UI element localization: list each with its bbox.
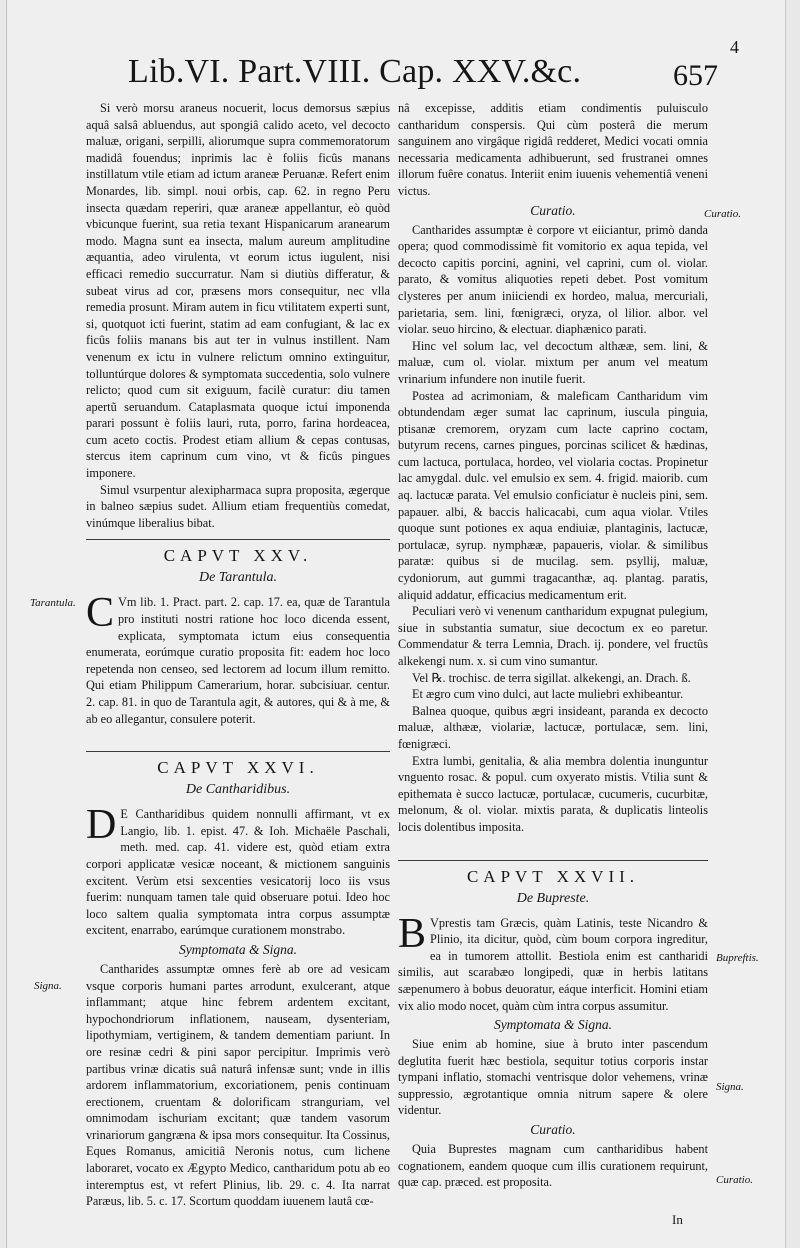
section-subheading: Symptomata & Signa.: [493, 1017, 613, 1033]
catchword: In: [672, 1212, 683, 1227]
section-subheading: Symptomata & Signa.: [178, 941, 298, 957]
chapter-subtitle: De Tarantula.: [198, 570, 278, 586]
paragraph: Vm lib. 1. Pract. part. 2. cap. 17. ea, quæ de Tarantula pro instituti nostri ratione hoc loco dicenda essent, explicata, symptomata ictum eius consequentia enumerata, eorúmque curatio proposita fit: eadem hoc loco repetenda non censeo, sed lectorem ad locum illum remitto. Qui etiam Philippum Camerarium, horar. subcisiuar. centur. 2. cap. 81. in quo de Tarantula agit, & autores, qui & à me, & ab eo allegantur, consulere poterit.: [86, 595, 390, 726]
paragraph: Et ægro cum vino dulci, aut lacte muliebri exhibeantur.: [412, 687, 684, 702]
corner-mark: 4: [730, 37, 739, 57]
paragraph: nâ excepisse, additis etiam condimentis puluisculo cantharidum conspersis. Qui cùm posterâ die merum sanguinem ano virgâque rigidâ redderet, Medici vocati omnia necessaria medicamenta adhibuerunt, sed frustranei omnes illorum fuêre conatus. Interiit enim iuuenis vehementiâ veneni victus.: [398, 101, 708, 198]
paragraph-with-dropcap: [86, 802, 390, 939]
paragraph: Vel ℞. trochisc. de terra sigillat. alkekengi, an. Drach. ß.: [412, 670, 691, 685]
running-header: [128, 52, 718, 96]
chapter-title: CAPVT XXVII.: [466, 866, 640, 886]
paragraph: Siue enim ab homine, siue à bruto inter pascendum deglutita fuerit hæc bestiola, sequitur totius corporis instar tympani inflatio, stomachi ventrisque dolor vehemens, vrinæ suppressio, ægrotantique omnia nitrum sapere & olere videntur.: [398, 1037, 708, 1118]
chapter-subtitle: De Bupreste.: [516, 890, 590, 906]
drop-cap: D: [86, 802, 117, 849]
page-number: 657: [673, 59, 718, 92]
paragraph: E Cantharidibus quidem nonnulli affirmant, vt ex Langio, lib. 1. epist. 47. & Ioh. Michaële Paschali, meth. med. cap. 41. videre est, quòd etiam extra corpori applicatæ vesicæ noceant, & mictionem sanguinis excitent. Verùm etsi sexcenties vesicatorij loco iis vsus fuerim: nunquam tamen tale quid obseruare potui. Ideo hoc loco saltem qualia symptomata intra corpus assumptæ excitent, enarrabo, earúmque curationem monstrabo.: [86, 807, 390, 938]
chapter-title: CAPVT XXV.: [163, 546, 313, 566]
paragraph: Extra lumbi, genitalia, & alia membra dolentia inunguntur vnguento rosac. & popul. cum oxyerato mistis. Vtilia sunt & epithemata è succo lactucæ, portulacæ, cucumeris, cucurbitæ, melonum, & ol. violar. mixtis parata, & duplicatis linteolis locis dolentibus imposita.: [398, 753, 708, 834]
paragraph: Simul vsurpentur alexipharmaca supra proposita, ægerque in balneo sæpius sudet. Allium etiam frequentiùs comedat, vinúmque liberalius bibat.: [86, 482, 390, 530]
right-column: [398, 100, 708, 1248]
margin-note-signa-right: Signa.: [716, 1081, 744, 1093]
paragraph: Si verò morsu araneus nocuerit, locus demorsus sæpius aquâ salsâ abluendus, aut spongiâ calido aceto, vel decocto maluæ, origani, serpilli, aliorumque supra commemoratorum madidâ fouendus; inprimis lac è foliis ficûs manans instillatum vtile etiam ad ictum araneæ Peruanæ. Refert enim Monardes, lib. simpl. noui orbis, cap. 62. in regno Peru insecta quædam reperiri, quæ araneæ appellantur, eò quòd vbicunque fuerint, sua retia texant Hispanicarum aranearum modo. Magna sunt ea insecta, malum aureum amplitudine æquantia, adeo virulenta, vt eorum ictus iugulent, nisi efficaci remedio succurratur. Nam si diutiùs differatur, & subeat virus ad cor, præsens mors consequitur, nec vlla remedia prosunt. Miram autem in ficu vtilitatem experti sunt, si, quotquot icti fuerint, statim ad eam confugiant, & lac ex ficûs foliis manans bis aut ter in vulnus instillent. Nam venenum ex ictu in vulnere relictum omnino extinguitur, tolluntúrque dolores & symptomata succedentia, solo vulnere relicto; quod cum sit exiguum, facilè curatur: diu tamen apertũ seruandum. Cataplasmata quoque ictui imponenda parari possunt è foliis lauri, ruta, porro, farina hordeacea, cum aceto coctis. Prodest etiam allium & cepas contusas, stercus item caprinum cum vino, vt & ficûs pingues imponere.: [86, 101, 390, 481]
chapter-heading-25: [86, 539, 390, 588]
paragraph: Balnea quoque, quibus ægri insideant, paranda ex decocto maluæ, althææ, violariæ, lactucæ, portulacæ, sem. lini, fœnigræci.: [398, 703, 708, 751]
paragraph-with-dropcap: [86, 590, 390, 727]
left-column: [86, 100, 390, 1248]
chapter-heading-26: [86, 751, 390, 800]
divider: [86, 751, 390, 752]
drop-cap: B: [398, 910, 427, 957]
running-title: Lib.VI. Part.VIII. Cap. XXV.&c.: [128, 53, 582, 90]
section-subheading: Curatio.: [530, 202, 576, 218]
margin-note-tarantula: Tarantula.: [30, 597, 76, 609]
chapter-title: CAPVT XXVI.: [157, 758, 319, 778]
chapter-heading-27: [398, 860, 708, 909]
divider: [86, 539, 390, 540]
paragraph: Quia Buprestes magnam cum cantharidibus habent cognationem, eandem quoque cum illis curationem requirunt, quæ cap. præced. est proposita.: [398, 1142, 708, 1190]
drop-cap: C: [86, 590, 115, 637]
paragraph: Cantharides assumptæ omnes ferè ab ore ad vesicam vsque corporis humani partes arrodunt, exulcerant, atque inflammant; atque hinc febrem ardentem excitant, hypochondriorum inflationem, nauseam, dysenteriam, lipothymiam, vertiginem, & tandem dementiam pariunt. In ore resinæ cedri & pini sapor percipitur. Imprimis verò partibus vrinæ dicatis suâ naturâ infensæ sunt; vnde in illis ardorem inflammatorium, excoriationem, penis continuam erectionem, cruentam & dolorificam stranguriam, vel omnimodam ischuriam excitant; quæ tandem vasorum vrinariorum gangræna & ipsa mors consequitur. Ita Cossinus, Eques Romanus, amicitiâ Neronis notus, cum lichene laboraret, vocato ex Ægypto Medico, cantharidum potu ab eo interemptus est, vt refert Plinius, lib. 29. c. 4. Ita narrat Paræus, lib. 5. c. 17. Scortum quoddam iuuenem lautâ cœ-: [86, 961, 390, 1209]
section-subheading: Curatio.: [530, 1122, 576, 1138]
paragraph: Peculiari verò vi venenum cantharidum expugnat pulegium, siue in substantia sumatur, siue decoctum ex eo paretur. Commendatur & terra Lemnia, Drach. ij. pondere, vel fructûs alkekengi num. x. si cum vino sumantur.: [398, 604, 708, 668]
paragraph: Cantharides assumptæ è corpore vt eiiciantur, primò danda opera; quod commodissimè fit vomitorio ex aqua tepida, vel decocto capitis porcini, agnini, vel caprini, cum ol. violar. parato, & vomitus aliquoties repeti debet. Post vomitum clysteres per anum iniiciendi ex hordeo, malua, mercuriali, parietaria, sem. lini, fœnigræci, oryza, ol lilior. albor. vel violar. seuo hircino, & electuar. diaphænico parati.: [398, 222, 708, 337]
margin-note-signa: Signa.: [34, 980, 62, 992]
paragraph-with-dropcap: [398, 910, 708, 1015]
paragraph: Vprestis tam Græcis, quàm Latinis, teste Nicandro & Plinio, ita dicitur, quòd, cùm boum corpora ingreditur, ea in tumorem attollit. Bestiola enim est cantharidi similis, aut scarabæo longipedi, quæ in herbis latitans sæpenumero à bobus deuoratur, eáque interficit. Homini etiam vix alio modo nocet, quàm cùm intra corpus assumitur.: [398, 915, 708, 1013]
chapter-subtitle: De Cantharidibus.: [185, 782, 291, 798]
margin-note-buprestis: Bupreftis.: [716, 952, 759, 964]
divider: [398, 860, 708, 861]
paragraph: Postea ad acrimoniam, & maleficam Cantharidum vim obtundendam æger sumat lac caprinum, iusculа pinguia, ptisanæ cremorem, oryzam cum lacte caprino coctam, butyrum recens, carnes pingues, porcinas scilicet & hædinas, cum lactuca, portulaca, hordeo, vel violaria coctas. Propinetur lac amygdal. dulc. vel emulsio ex sem. 4. frigid. maiorib. cum aq. lactucæ parata. Vel emulsio conficiatur è nucleis pini, sem. papauer. albi, & baccis halicacabi, cum aqua violar. Vtiles quoque sunt potiones ex aqua endiuiæ, plantaginis, lactucæ, portulacæ, syrup. nymphææ, papaueris, violar. & similibus paratæ: quibus si de mucilag. sem. psyllij, maluæ, cydoniorum, aut gummi tragacanthæ, aq. plantag. paratis, aliquid addatur, efficacius medicamentum erit.: [398, 388, 708, 602]
paragraph: Hinc vel solum lac, vel decoctum althææ, sem. lini, & maluæ, cum ol. violar. mixtum per anum vel meatum vrinarium infundere non inutile fuerit.: [398, 338, 708, 386]
margin-note-curatio-right: Curatio.: [716, 1174, 753, 1186]
margin-note-curatio: Curatio.: [704, 208, 741, 220]
